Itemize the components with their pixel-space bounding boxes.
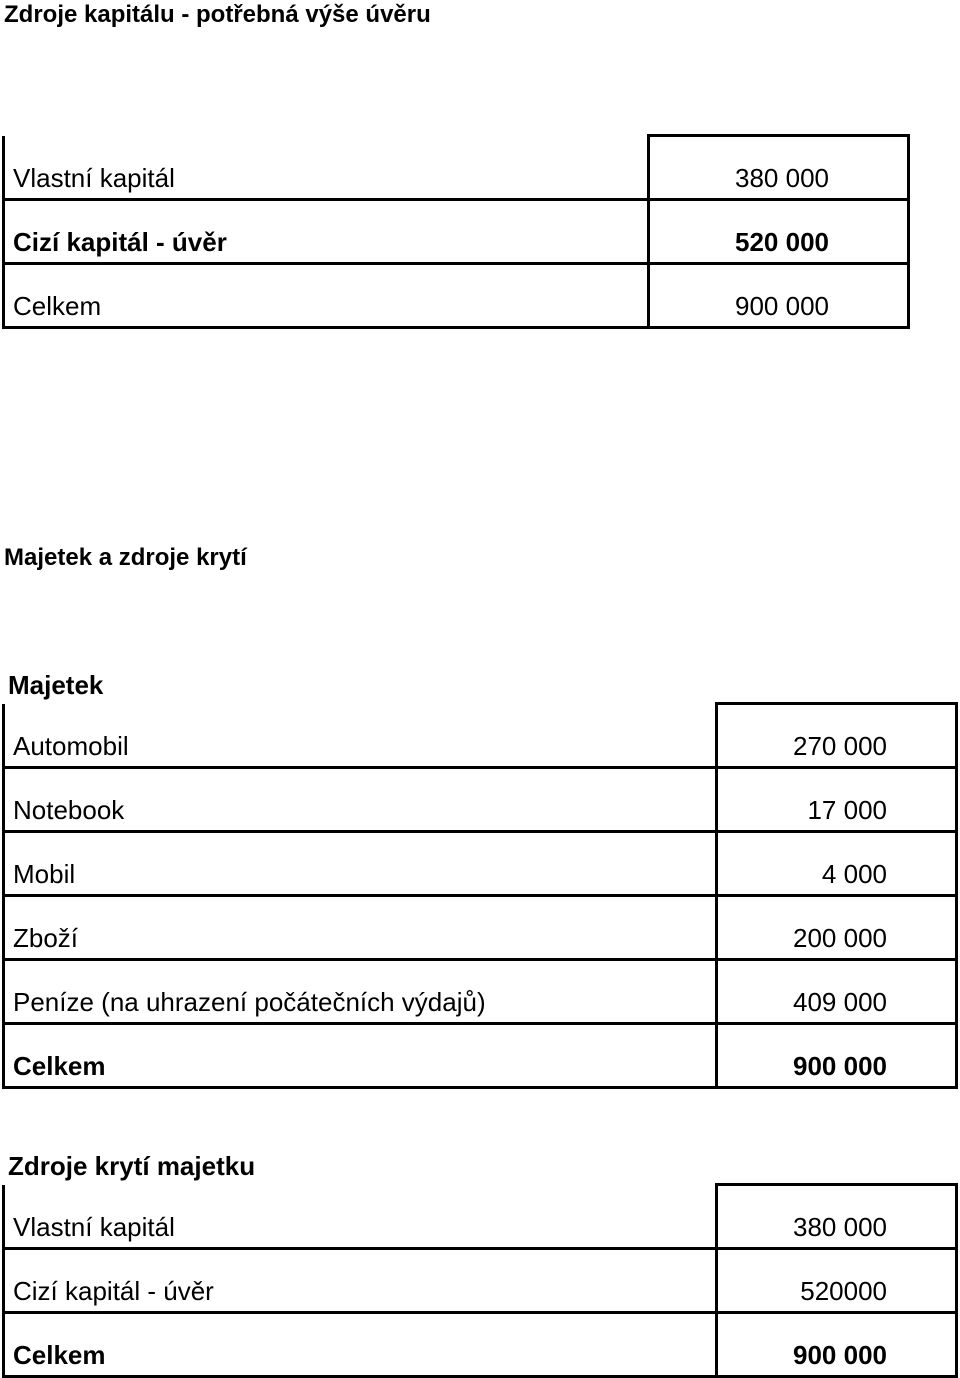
table-row xyxy=(4,768,957,832)
row-label: Notebook xyxy=(4,768,717,832)
table-row xyxy=(4,1249,957,1313)
row-value: 380 000 xyxy=(717,1185,957,1249)
row-value: 270 000 xyxy=(717,704,957,768)
row-label: Peníze (na uhrazení počátečních výdajů) xyxy=(4,960,717,1024)
row-value: 900 000 xyxy=(717,1313,957,1377)
row-value: 409 000 xyxy=(717,960,957,1024)
sources-heading: Zdroje krytí majetku xyxy=(8,1151,256,1181)
row-value: 380 000 xyxy=(649,136,909,200)
table-row xyxy=(4,264,909,328)
row-value: 520 000 xyxy=(649,200,909,264)
row-label: Cizí kapitál - úvěr xyxy=(4,1249,717,1313)
table-row xyxy=(4,1024,957,1088)
table-row xyxy=(4,200,909,264)
row-value: 900 000 xyxy=(649,264,909,328)
capital-sources-table xyxy=(2,134,910,329)
row-value: 200 000 xyxy=(717,896,957,960)
row-label: Cizí kapitál - úvěr xyxy=(4,200,649,264)
section-title-assets-and-sources: Majetek a zdroje krytí xyxy=(4,544,247,571)
row-value: 520000 xyxy=(717,1249,957,1313)
asset-sources-table xyxy=(2,1183,958,1378)
row-label: Zboží xyxy=(4,896,717,960)
row-label: Celkem xyxy=(4,264,649,328)
row-label: Vlastní kapitál xyxy=(4,136,649,200)
table-row xyxy=(4,136,909,200)
table-row xyxy=(4,704,957,768)
row-value: 900 000 xyxy=(717,1024,957,1088)
assets-table xyxy=(2,702,958,1089)
row-label: Automobil xyxy=(4,704,717,768)
row-label: Celkem xyxy=(4,1024,717,1088)
assets-heading: Majetek xyxy=(8,670,104,700)
row-label: Celkem xyxy=(4,1313,717,1377)
row-value: 17 000 xyxy=(717,768,957,832)
table-row xyxy=(4,960,957,1024)
table-row xyxy=(4,832,957,896)
row-value: 4 000 xyxy=(717,832,957,896)
row-label: Mobil xyxy=(4,832,717,896)
section-title-capital-sources: Zdroje kapitálu - potřebná výše úvěru xyxy=(4,1,431,28)
table-row xyxy=(4,896,957,960)
row-label: Vlastní kapitál xyxy=(4,1185,717,1249)
table-row xyxy=(4,1185,957,1249)
table-row xyxy=(4,1313,957,1377)
